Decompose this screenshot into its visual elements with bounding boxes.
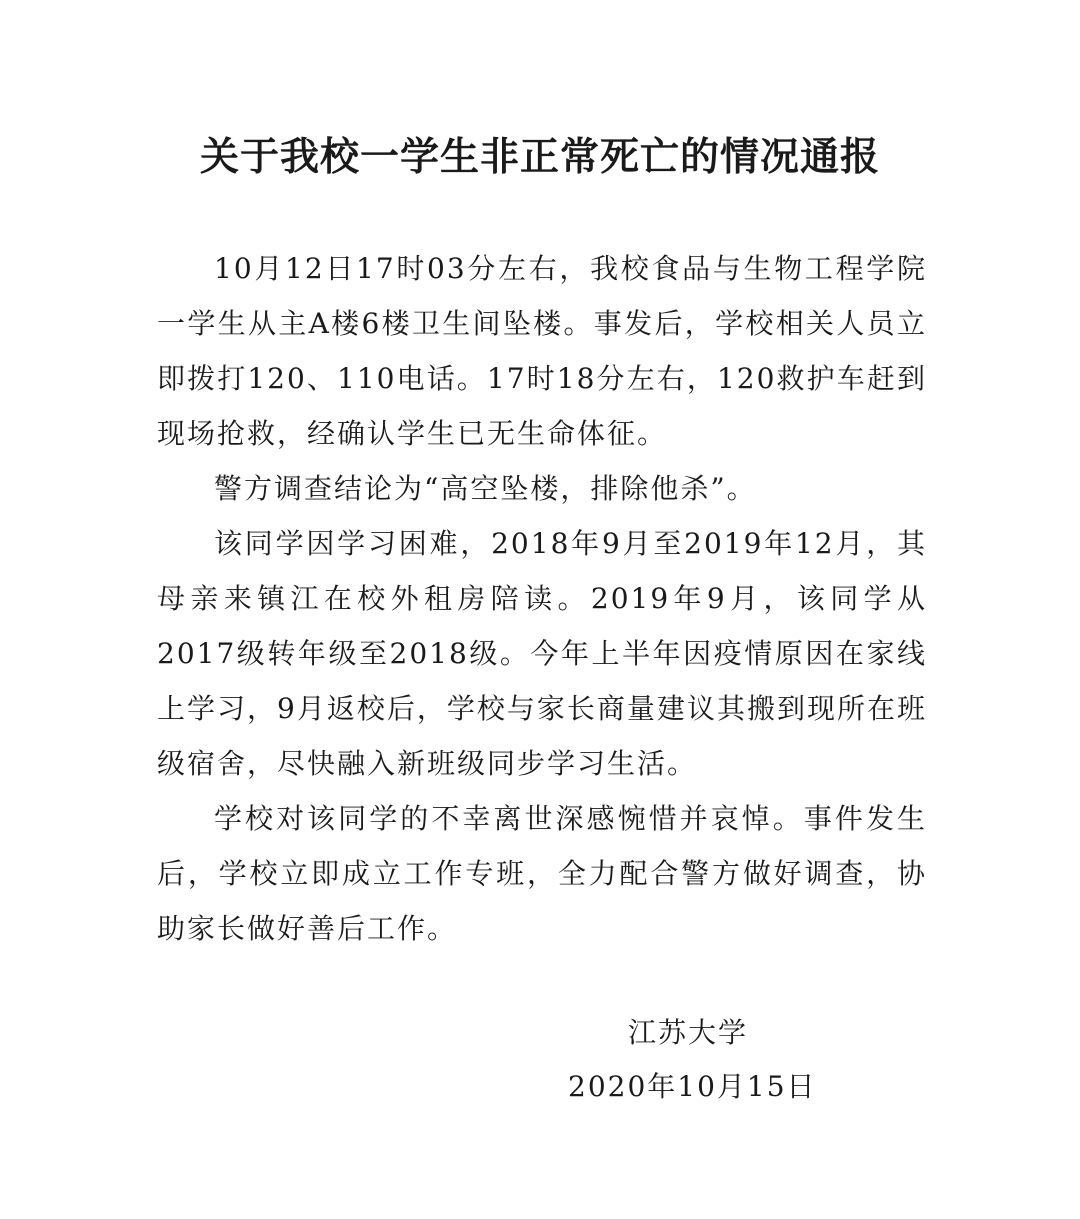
paragraph-incident: 10月12日17时03分左右，我校食品与生物工程学院一学生从主A楼6楼卫生间坠楼。事发后，学校相关人员立即拨打120、110电话。17时18分左右，120救护车赶到现场抢救，经确认学生已无生命体征。	[157, 252, 927, 450]
signature-organization: 江苏大学	[628, 1016, 749, 1049]
signature-date: 2020年10月15日	[568, 1070, 817, 1103]
document-title: 关于我校一学生非正常死亡的情况通报	[199, 134, 880, 180]
document-body	[157, 241, 927, 956]
paragraph-background: 该同学因学习困难，2018年9月至2019年12月，其母亲来镇江在校外租房陪读。2019年9月，该同学从2017级转年级至2018级。今年上半年因疫情原因在家线上学习，9月返校后，学校与家长商量建议其搬到现所在班级宿舍，尽快融入新班级同步学习生活。	[157, 527, 927, 780]
paragraph-police-conclusion: 警方调查结论为“高空坠楼，排除他杀”。	[214, 472, 757, 505]
paragraph-school-response: 学校对该同学的不幸离世深感惋惜并哀悼。事件发生后，学校立即成立工作专班，全力配合警方做好调查，协助家长做好善后工作。	[157, 802, 927, 945]
